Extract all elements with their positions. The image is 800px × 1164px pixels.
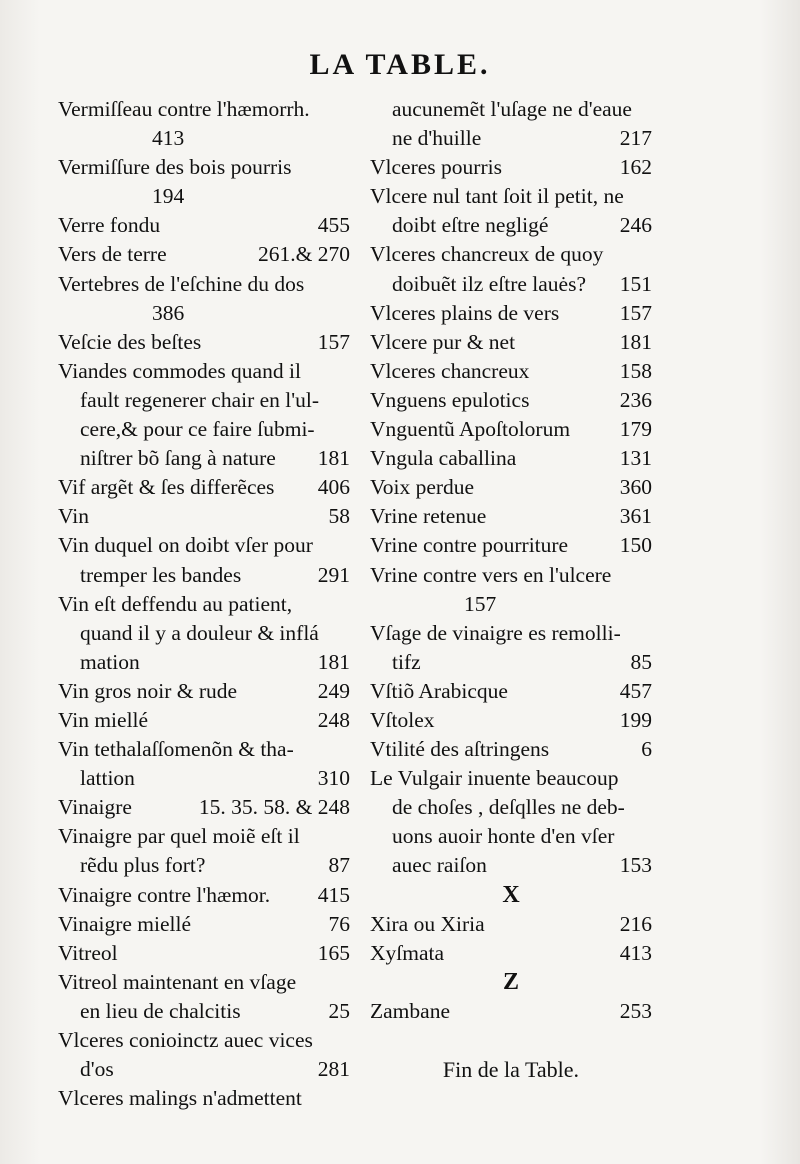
entry-page-number: 413 (152, 126, 185, 151)
entry-text: de choſes , deſqlles ne deb- (392, 795, 625, 820)
entry-text: Vlceres conioinctz auec vices (58, 1028, 313, 1052)
entry-text: Vngula caballina (370, 446, 517, 471)
entry-page-number: 131 (619, 446, 652, 471)
index-entry (58, 328, 350, 357)
entry-text: auec raiſon (392, 853, 487, 878)
entry-text: Vlceres plains de vers (370, 300, 560, 325)
entry-text: Vitreol (58, 940, 118, 965)
index-entry (58, 270, 350, 299)
entry-page-number: 15. 35. 58. & 248 (198, 795, 350, 820)
index-entry (370, 328, 652, 357)
entry-page-number: 415 (317, 882, 350, 907)
index-entry (58, 851, 350, 880)
entry-text: Vrine contre vers en l'ulcere (370, 562, 612, 587)
index-entry (58, 939, 350, 968)
entry-text: uons auoir honte d'en vſer (392, 824, 615, 849)
index-entry (58, 124, 350, 153)
index-entry (370, 997, 652, 1026)
entry-text: Vin eſt deffendu au patient, (58, 591, 293, 616)
entry-text: Xira ou Xiria (370, 911, 485, 936)
index-entry (58, 764, 350, 793)
entry-text: tifz (392, 649, 421, 674)
entry-text: Vnguentũ Apoſtolorum (370, 417, 571, 442)
index-entry (370, 95, 652, 124)
index-entry (370, 706, 652, 735)
index-entry (370, 270, 652, 299)
index-entry (370, 764, 652, 793)
entry-text: Vſtiõ Arabicque (370, 678, 508, 703)
index-entry (370, 619, 652, 648)
entry-text: Vinaigre (58, 795, 132, 820)
index-entry (58, 1055, 350, 1084)
entry-page-number: 25 (328, 998, 350, 1023)
entry-page-number: 87 (328, 853, 350, 878)
entry-text: Vin miellé (58, 707, 149, 732)
entry-page-number: 361 (619, 504, 652, 529)
entry-text: doibt eſtre negligé (392, 213, 549, 238)
entry-page-number: 360 (619, 475, 652, 500)
entry-text: Vſage de vinaigre es remolli- (370, 620, 621, 645)
entry-page-number: 246 (619, 213, 652, 238)
entry-text: fault regenerer chair en l'ul- (80, 387, 320, 412)
entry-text: Veſcie des beſtes (58, 329, 202, 354)
entry-page-number: 151 (619, 271, 652, 296)
entry-text: Vlcere pur & net (370, 329, 516, 354)
entry-text: Vin (58, 504, 89, 529)
index-entry (58, 153, 350, 182)
index-entry (370, 910, 652, 939)
entry-text: Vertebres de l'eſchine du dos (58, 271, 305, 296)
entry-page-number: 253 (619, 998, 652, 1023)
entry-text: ne d'huille (392, 126, 482, 151)
index-entry (58, 531, 350, 560)
index-entry (58, 677, 350, 706)
entry-text: Vrine contre pourriture (370, 533, 569, 558)
entry-text: Vſtolex (370, 707, 435, 732)
index-entry (58, 95, 350, 124)
index-entry (58, 793, 350, 822)
index-entry (58, 648, 350, 677)
entry-page-number: 153 (619, 853, 652, 878)
entry-page-number: 216 (619, 911, 652, 936)
entry-text: Vin tethalaſſomenõn & tha- (58, 737, 294, 762)
index-entry (58, 997, 350, 1026)
entry-text: Vinaigre par quel moiẽ eſt il (58, 824, 300, 849)
entry-page-number: 291 (317, 562, 350, 587)
entry-text: Voix perdue (370, 475, 475, 500)
entry-text: Vlceres chancreux de quoy (370, 242, 604, 267)
index-entry (58, 1026, 350, 1055)
index-entry (58, 590, 350, 619)
index-entry (370, 531, 652, 560)
index-column-left (58, 95, 350, 1113)
index-entry (58, 822, 350, 851)
entry-page-number: 248 (317, 707, 350, 732)
entry-page-number: 413 (619, 940, 652, 965)
index-entry (370, 473, 652, 502)
entry-text: doibuẽt ilz eſtre lauės? (392, 271, 587, 296)
index-entry (370, 153, 652, 182)
entry-page-number: 157 (464, 591, 497, 616)
entry-page-number: 406 (317, 475, 350, 500)
entry-page-number: 150 (619, 533, 652, 558)
index-entry (370, 590, 652, 619)
entry-page-number: 158 (619, 358, 652, 383)
entry-text: quand il y a douleur & inflá (80, 620, 319, 645)
index-entry (370, 415, 652, 444)
index-entry (58, 444, 350, 473)
entry-page-number: 58 (328, 504, 350, 529)
index-entry (58, 502, 350, 531)
entry-page-number: 76 (328, 911, 350, 936)
section-letter (370, 881, 652, 910)
entry-page-number: 236 (619, 387, 652, 412)
entry-text: Vlcere nul tant ſoit il petit, ne (370, 184, 624, 209)
entry-text: niſtrer bõ ſang à nature (80, 446, 276, 471)
entry-text: Vlceres chancreux (370, 358, 530, 383)
index-entry (370, 299, 652, 328)
index-entry (370, 502, 652, 531)
entry-text: tremper les bandes (80, 562, 242, 587)
entry-page-number: 157 (317, 329, 350, 354)
index-entry (58, 1084, 350, 1113)
index-entry (370, 182, 652, 211)
section-letter-text: Z (502, 968, 519, 995)
entry-text: Vin duquel on doibt vſer pour (58, 533, 313, 558)
index-entry (58, 473, 350, 502)
index-entry (370, 677, 652, 706)
entry-page-number: 162 (619, 155, 652, 180)
index-entry (370, 735, 652, 764)
index-entry (58, 910, 350, 939)
entry-text: Viandes commodes quand il (58, 358, 301, 383)
entry-page-number: 165 (317, 940, 350, 965)
entry-text: Verre fondu (58, 213, 161, 238)
entry-text: d'os (80, 1057, 114, 1082)
entry-page-number: 179 (619, 417, 652, 442)
index-entry (370, 211, 652, 240)
entry-text: Vnguens epulotics (370, 387, 530, 412)
entry-text: mation (80, 649, 140, 674)
entry-text: Vin gros noir & rude (58, 678, 238, 703)
entry-text: Le Vulgair inuente beaucoup (370, 766, 619, 791)
index-column-right (370, 95, 652, 1084)
index-entry (370, 561, 652, 590)
entry-text: cere,& pour ce faire ſubmi- (80, 417, 315, 442)
entry-text: Vinaigre miellé (58, 911, 192, 936)
blank-line (370, 1026, 652, 1055)
index-entry (58, 735, 350, 764)
entry-page-number: 455 (317, 213, 350, 238)
index-entry (370, 793, 652, 822)
entry-text: Zambane (370, 998, 450, 1023)
entry-page-number: 386 (152, 300, 185, 325)
entry-page-number: 217 (619, 126, 652, 151)
entry-text: Vlceres pourris (370, 155, 502, 180)
entry-text: en lieu de chalcitis (80, 998, 241, 1023)
index-entry (58, 968, 350, 997)
entry-text: aucunemẽt l'uſage ne d'eaue (392, 97, 632, 121)
index-entry (370, 851, 652, 880)
entry-text: Vitreol maintenant en vſage (58, 969, 297, 994)
index-entry (58, 299, 350, 328)
entry-page-number: 249 (317, 678, 350, 703)
index-entry (370, 357, 652, 386)
entry-page-number: 261.& 270 (258, 242, 350, 267)
entry-text: Vlceres malings n'admettent (58, 1086, 302, 1111)
section-letter-text: X (502, 881, 520, 908)
index-entry (58, 881, 350, 910)
index-entry (370, 822, 652, 851)
entry-text: Vermiſſeau contre l'hæmorrh. (58, 97, 310, 121)
index-entry (58, 386, 350, 415)
index-entry (370, 240, 652, 269)
entry-text: Vrine retenue (370, 504, 487, 529)
index-entry (370, 124, 652, 153)
entry-page-number: 199 (619, 707, 652, 732)
index-entry (370, 648, 652, 677)
entry-page-number: 457 (619, 678, 652, 703)
entry-text: Vers de terre (58, 242, 167, 267)
entry-text: Vermiſſure des bois pourris (58, 155, 292, 180)
end-of-table-text: Fin de la Table. (442, 1057, 580, 1083)
entry-page-number: 281 (317, 1057, 350, 1082)
index-entry (370, 444, 652, 473)
index-entry (58, 415, 350, 444)
page-title: LA TABLE. (309, 48, 491, 81)
index-entry (58, 240, 350, 269)
entry-text: lattion (80, 766, 135, 791)
entry-page-number: 310 (317, 766, 350, 791)
index-entry (370, 939, 652, 968)
entry-page-number: 181 (317, 649, 350, 674)
entry-text: Vtilité des aſtringens (370, 737, 550, 762)
entry-text: Vinaigre contre l'hæmor. (58, 882, 271, 907)
index-entry (370, 386, 652, 415)
entry-page-number: 85 (630, 649, 652, 674)
index-entry (58, 182, 350, 211)
index-entry (58, 706, 350, 735)
index-entry (58, 619, 350, 648)
entry-page-number: 157 (619, 300, 652, 325)
index-entry (58, 561, 350, 590)
entry-text: rẽdu plus fort? (80, 853, 206, 878)
entry-text: Vif argẽt & ſes differẽces (58, 475, 275, 500)
section-letter (370, 968, 652, 997)
end-of-table (370, 1055, 652, 1084)
index-entry (58, 211, 350, 240)
entry-page-number: 6 (641, 737, 652, 762)
entry-text: Xyſmata (370, 940, 445, 965)
entry-page-number: 181 (619, 329, 652, 354)
entry-page-number: 194 (152, 184, 185, 209)
index-entry (58, 357, 350, 386)
entry-page-number: 181 (317, 446, 350, 471)
